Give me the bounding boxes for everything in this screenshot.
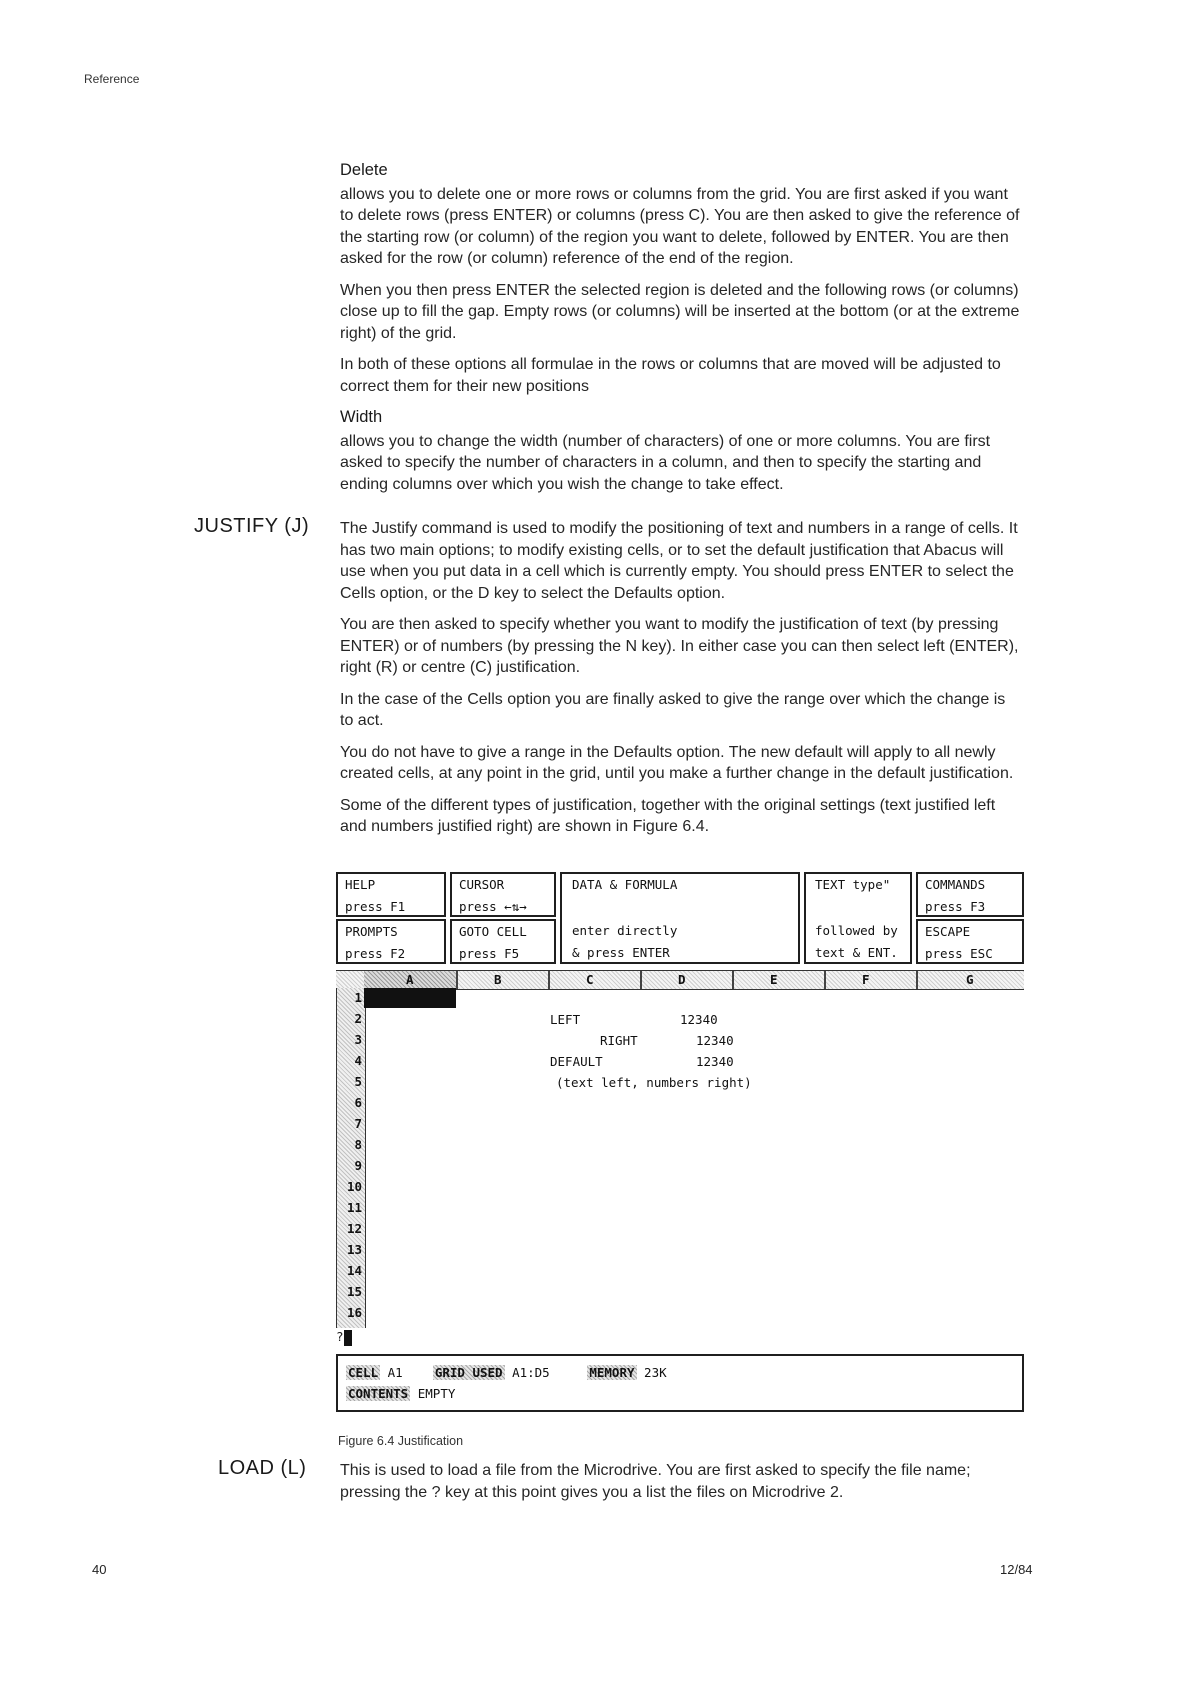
cursor-label: CURSOR [459, 877, 505, 892]
load-side-heading: LOAD (L) [218, 1457, 307, 1479]
row-number: 6 [354, 1095, 362, 1110]
escape-key: press ESC [925, 946, 993, 961]
column-label-e: E [770, 972, 778, 987]
cell-right-value: 12340 [696, 1033, 734, 1048]
load-section [340, 1460, 1022, 1513]
column-separator [548, 971, 550, 989]
cell-left-label: LEFT [550, 1012, 581, 1027]
commands-box [916, 872, 1024, 917]
width-paragraph-1: allows you to change the width (number of characters) of one or more columns. You are first asked to specify the number of characters in a column, and then to specify the starting and ending columns over which you wish the change to take effect. [340, 432, 991, 493]
delete-paragraph-2: When you then press ENTER the selected region is deleted and the following rows (or columns) close up to fill the gap. Empty rows (or columns) will be inserted at the bottom (or at the extreme right) of the grid. [340, 281, 1020, 342]
column-label-f: F [862, 972, 870, 987]
load-paragraph-1: This is used to load a file from the Microdrive. You are first asked to specify the file name; pressing the ? key at this point gives you a list the files on Microdrive 2. [340, 1462, 971, 1501]
cell-status-value: A1 [387, 1365, 403, 1380]
contents-value: EMPTY [417, 1386, 456, 1401]
delete-paragraph-1: allows you to delete one or more rows or columns from the grid. You are first asked if you want to delete rows (press ENTER) or columns (press C). You are then asked to give the reference of the starting row (or column) of the region you want to delete, followed by ENTER. You are then asked for the row (or column) reference of the end of the region. [340, 185, 1020, 267]
row-number: 10 [346, 1179, 362, 1194]
prompts-key: press F2 [345, 946, 406, 961]
row-number: 9 [354, 1158, 362, 1173]
column-label-a: A [406, 972, 414, 987]
text-enter-text: text & ENT. [815, 945, 898, 960]
delete-heading: Delete [340, 161, 388, 179]
row-number: 1 [354, 990, 362, 1005]
justify-paragraph-1: The Justify command is used to modify the positioning of text and numbers in a range of cells. It has two main options; to modify existing cells, or to set the default justification that Abacus will use when you put data in a cell which is currently empty. You should press ENTER to select the Cells option, or the D key to select the Defaults option. [340, 520, 1018, 602]
commands-key: press F3 [925, 899, 986, 914]
cell-status-label: CELL [348, 1365, 379, 1380]
prompts-box [336, 919, 446, 964]
data-formula-label: DATA & FORMULA [572, 877, 678, 892]
column-separator [456, 971, 458, 989]
memory-value: 23K [644, 1365, 667, 1380]
status-line-1 [346, 1363, 667, 1383]
column-separator [824, 971, 826, 989]
contents-label: CONTENTS [348, 1386, 409, 1401]
press-enter-text: & press ENTER [572, 945, 670, 960]
row-number: 8 [354, 1137, 362, 1152]
grid-used-value: A1:D5 [512, 1365, 550, 1380]
memory-label: MEMORY [589, 1365, 635, 1380]
prompt-char: ? [336, 1329, 344, 1344]
escape-label: ESCAPE [925, 924, 971, 939]
column-label-c: C [586, 972, 594, 987]
justify-paragraph-3: In the case of the Cells option you are finally asked to give the range over which the change is to act. [340, 690, 1006, 729]
row-number: 12 [346, 1221, 362, 1236]
escape-box [916, 919, 1024, 964]
status-line-2 [346, 1384, 455, 1404]
cell-default-value: 12340 [696, 1054, 734, 1069]
goto-key: press F5 [459, 946, 520, 961]
figure-caption: Figure 6.4 Justification [338, 1434, 464, 1448]
page-number: 40 [92, 1562, 107, 1577]
cell-default-label: DEFAULT [550, 1054, 603, 1069]
justify-side-heading: JUSTIFY (J) [194, 515, 310, 537]
text-type-box [804, 872, 912, 964]
row-number: 14 [346, 1263, 362, 1278]
commands-label: COMMANDS [925, 877, 986, 892]
row-number: 5 [354, 1074, 362, 1089]
row-number: 11 [346, 1200, 362, 1215]
cell-right-label: RIGHT [600, 1033, 638, 1048]
justify-paragraph-5: Some of the different types of justification, together with the original settings (text justified left and numbers justified right) are shown in Figure 6.4. [340, 796, 996, 835]
text-cursor [344, 1330, 352, 1346]
date-code: 12/84 [1000, 1562, 1033, 1577]
row-number: 7 [354, 1116, 362, 1131]
status-box [336, 1354, 1024, 1412]
goto-label: GOTO CELL [459, 924, 527, 939]
column-separator [732, 971, 734, 989]
width-heading: Width [340, 408, 383, 426]
column-label-d: D [678, 972, 686, 987]
prompts-label: PROMPTS [345, 924, 398, 939]
column-label-b: B [494, 972, 502, 987]
column-separator [916, 971, 918, 989]
help-label: HELP [345, 877, 376, 892]
current-cell-a1[interactable] [364, 988, 456, 1008]
delete-width-section [340, 160, 1022, 505]
help-box [336, 872, 446, 917]
row-number: 2 [354, 1011, 362, 1026]
goto-box [450, 919, 556, 964]
row-number: 16 [346, 1305, 362, 1320]
cursor-box [450, 872, 556, 917]
row-number: 13 [346, 1242, 362, 1257]
row-number: 3 [354, 1032, 362, 1047]
text-type-label: TEXT type" [815, 877, 891, 892]
delete-paragraph-3: In both of these options all formulae in the rows or columns that are moved will be adjusted to correct them for their new positions [340, 356, 1001, 395]
cursor-keys: press ←⇅→ [459, 899, 527, 914]
followed-by-text: followed by [815, 923, 898, 938]
figure-screen [336, 872, 1024, 1422]
justify-paragraph-4: You do not have to give a range in the Defaults option. The new default will apply to all newly created cells, at any point in the grid, until you make a further change in the default justification. [340, 743, 1014, 782]
cell-note: (text left, numbers right) [556, 1075, 752, 1090]
cell-left-value: 12340 [680, 1012, 718, 1027]
grid-used-label: GRID USED [434, 1365, 503, 1380]
column-separator [640, 971, 642, 989]
justify-section [340, 518, 1022, 848]
column-header-bar [336, 970, 1024, 990]
column-label-g: G [966, 972, 974, 987]
help-key: press F1 [345, 899, 406, 914]
input-prompt[interactable] [336, 1328, 352, 1346]
data-formula-box [560, 872, 800, 964]
enter-directly-text: enter directly [572, 923, 678, 938]
running-head: Reference [84, 72, 140, 86]
row-number: 4 [354, 1053, 362, 1068]
row-number-strip [336, 988, 366, 1328]
justify-paragraph-2: You are then asked to specify whether you want to modify the justification of text (by pressing ENTER) or of numbers (by pressing the N key). In either case you can then select left (ENTER), right (R) or centre (C) justification. [340, 616, 1019, 676]
row-number: 15 [346, 1284, 362, 1299]
